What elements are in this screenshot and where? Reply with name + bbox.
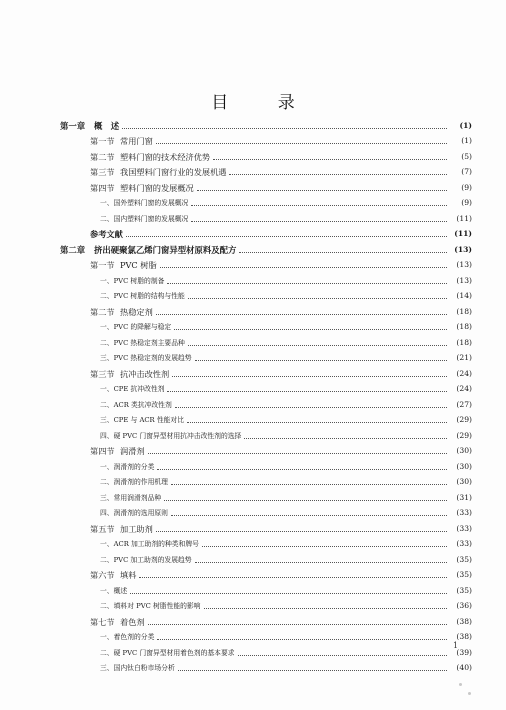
toc-entry-label [60, 337, 185, 349]
table-of-contents [60, 116, 472, 674]
toc-entry-title: 二、PVC 热稳定剂主要品种 [100, 338, 185, 347]
toc-entry-sub [60, 643, 472, 659]
dot-leader [204, 608, 447, 609]
dot-leader [156, 531, 447, 532]
page-number: 1 [453, 641, 459, 650]
toc-entry-sub [60, 504, 472, 520]
toc-entry-sub [60, 426, 472, 442]
toc-entry-label [60, 600, 201, 612]
toc-entry-page: (24) [456, 368, 472, 378]
toc-entry-title: 一、国外塑料门窗的发展概况 [100, 199, 189, 207]
toc-entry-title: 塑料门窗的技术经济优势 [120, 151, 211, 162]
dot-leader [213, 159, 447, 160]
toc-entry-sub [60, 318, 472, 334]
dot-leader [202, 546, 447, 547]
toc-entry-page: (35) [456, 570, 472, 579]
toc-entry-label [60, 352, 192, 364]
toc-entry-number: 第四节 [90, 182, 115, 193]
toc-entry-title: 一、PVC 的降解与稳定 [100, 323, 172, 331]
toc-entry-page: (18) [456, 306, 472, 316]
toc-entry-label [60, 306, 153, 318]
dot-leader [188, 345, 447, 346]
toc-entry-title: PVC 树脂 [120, 260, 157, 270]
dot-leader [156, 143, 447, 144]
toc-entry-number: 第二节 [90, 306, 115, 317]
toc-entry-title: 一、润滑剂的分类 [100, 462, 155, 471]
toc-entry-section [60, 566, 472, 582]
toc-entry-chapter [60, 116, 472, 132]
toc-entry-title: 润滑剂 [120, 446, 145, 456]
toc-entry-section [60, 519, 472, 535]
toc-entry-page: (35) [456, 585, 472, 595]
toc-entry-title: 常用门窗 [120, 136, 153, 146]
dot-leader [148, 624, 447, 625]
toc-entry-page: (9) [461, 198, 472, 207]
toc-entry-label [60, 290, 185, 302]
toc-entry-sub [60, 659, 472, 675]
dot-leader [195, 562, 447, 563]
toc-entry-section [60, 612, 472, 628]
toc-entry-page: (30) [456, 477, 472, 486]
toc-entry-page: (14) [456, 291, 472, 300]
toc-entry-label [60, 507, 168, 519]
toc-entry-title: 二、润滑剂的作用机理 [100, 478, 168, 486]
toc-entry-page: (13) [456, 260, 472, 269]
toc-entry-title: 加工助剂 [120, 523, 153, 534]
toc-entry-sub [60, 380, 472, 396]
toc-entry-ref [60, 225, 472, 241]
toc-entry-page: (18) [456, 337, 472, 347]
toc-entry-page: (13) [454, 244, 472, 254]
dot-leader [188, 298, 447, 299]
dot-leader [157, 469, 447, 470]
toc-entry-label [60, 616, 145, 628]
toc-entry-sub [60, 535, 472, 551]
toc-entry-page: (30) [456, 461, 472, 471]
toc-entry-section [60, 442, 472, 458]
toc-entry-label [60, 166, 226, 178]
dot-leader [139, 577, 447, 578]
dot-leader [175, 407, 447, 408]
page-title: 目 录 [211, 93, 317, 113]
toc-entry-section [60, 132, 472, 148]
toc-entry-label [60, 430, 241, 442]
toc-entry-sub [60, 209, 472, 225]
dot-leader [229, 174, 447, 175]
dot-leader [122, 128, 447, 129]
toc-entry-page: (11) [454, 229, 472, 238]
toc-entry-sub [60, 473, 472, 489]
toc-entry-label [60, 569, 136, 581]
toc-entry-title: 一、PVC 树脂的制备 [100, 276, 165, 285]
toc-entry-title: 二、填料对 PVC 树脂性能的影响 [100, 602, 201, 610]
toc-entry-title: 一、概述 [100, 586, 128, 595]
toc-entry-page: (35) [456, 554, 472, 564]
dot-leader [197, 190, 447, 191]
toc-entry-page: (13) [456, 275, 472, 285]
toc-entry-page: (21) [456, 353, 472, 362]
toc-entry-label [60, 662, 175, 674]
toc-entry-page: (1) [459, 120, 472, 130]
toc-entry-label [60, 259, 157, 271]
toc-entry-page: (38) [456, 632, 472, 641]
toc-entry-label [60, 523, 153, 535]
dot-leader [148, 453, 447, 454]
toc-entry-number: 第四节 [90, 446, 115, 456]
toc-entry-label [60, 135, 153, 147]
toc-entry-section [60, 147, 472, 163]
toc-entry-sub [60, 333, 472, 349]
toc-entry-sub [60, 411, 472, 427]
toc-entry-title: 填料 [120, 570, 137, 580]
toc-entry-number: 第六节 [90, 570, 115, 580]
toc-entry-sub [60, 597, 472, 613]
dot-leader [171, 515, 447, 516]
toc-entry-label [60, 228, 123, 240]
toc-entry-label [60, 461, 154, 473]
toc-entry-page: (30) [456, 446, 472, 455]
toc-entry-title: 一、ACR 加工助剂的种类和牌号 [100, 540, 199, 548]
dot-leader [244, 438, 447, 439]
dot-leader [126, 236, 447, 237]
toc-entry-label [60, 151, 210, 163]
toc-entry-section [60, 364, 472, 380]
toc-entry-page: (7) [461, 167, 472, 176]
toc-entry-page: (36) [456, 601, 472, 610]
toc-entry-title: 三、CPE 与 ACR 性能对比 [100, 416, 185, 424]
toc-entry-title: 三、PVC 热稳定剂的发展趋势 [100, 354, 192, 362]
dot-leader [239, 252, 447, 253]
toc-entry-label [60, 383, 164, 395]
toc-entry-label [60, 275, 164, 287]
toc-entry-chapter [60, 240, 472, 256]
toc-entry-page: (27) [456, 399, 472, 409]
scan-speck [468, 692, 471, 695]
toc-entry-label [60, 321, 171, 333]
toc-entry-label [60, 368, 169, 380]
toc-entry-section [60, 256, 472, 272]
toc-entry-sub [60, 488, 472, 504]
toc-entry-title: 参考文献 [90, 229, 123, 239]
toc-entry-label [60, 585, 127, 597]
toc-entry-title: 我国塑料门窗行业的发展机遇 [120, 167, 227, 177]
toc-entry-page: (39) [456, 647, 472, 657]
dot-leader [130, 593, 447, 594]
toc-entry-number: 第二节 [90, 151, 115, 162]
dot-leader [157, 639, 447, 640]
toc-entry-sub [60, 628, 472, 644]
toc-entry-label [60, 631, 154, 643]
toc-entry-label [60, 445, 145, 457]
toc-entry-label [60, 538, 199, 550]
toc-entry-title: 二、硬 PVC 门窗异型材用着色剂的基本要求 [100, 648, 235, 657]
toc-entry-page: (24) [456, 384, 472, 393]
toc-entry-title: 塑料门窗的发展概况 [120, 182, 194, 193]
toc-entry-title: 二、国内塑料门窗的发展概况 [100, 214, 189, 223]
toc-entry-label [60, 414, 184, 426]
toc-entry-page: (33) [456, 523, 472, 533]
toc-entry-number: 第一章 [60, 120, 86, 131]
toc-entry-sub [60, 550, 472, 566]
toc-entry-number: 第三节 [90, 368, 115, 379]
dot-leader [187, 422, 447, 423]
dot-leader [174, 329, 447, 330]
toc-entry-title: 四、润滑剂的选用原则 [100, 509, 168, 517]
toc-entry-sub [60, 287, 472, 303]
toc-entry-label [60, 399, 172, 411]
dot-leader [160, 267, 447, 268]
dot-leader [167, 283, 447, 284]
dot-leader [191, 221, 447, 222]
toc-entry-number: 第二章 [60, 244, 86, 255]
toc-entry-title: 三、常用润滑剂品种 [100, 493, 162, 502]
dot-leader [195, 360, 447, 361]
toc-entry-title: 挤出硬聚氯乙烯门窗异型材原料及配方 [94, 244, 237, 255]
dot-leader [164, 500, 447, 501]
toc-entry-label [60, 244, 236, 256]
toc-entry-label [60, 197, 188, 209]
toc-entry-number: 第一节 [90, 260, 115, 270]
toc-entry-title: 热稳定剂 [120, 306, 153, 317]
toc-entry-sub [60, 395, 472, 411]
toc-entry-page: (29) [456, 430, 472, 440]
toc-entry-section [60, 302, 472, 318]
toc-entry-number: 第三节 [90, 167, 115, 177]
dot-leader [178, 670, 447, 671]
toc-entry-page: (29) [456, 415, 472, 424]
toc-entry-title: 二、PVC 加工助剂的发展趋势 [100, 555, 192, 564]
toc-entry-number: 第七节 [90, 616, 115, 627]
toc-entry-section [60, 178, 472, 194]
dot-leader [156, 314, 447, 315]
toc-entry-title: 一、CPE 抗冲改性剂 [100, 385, 165, 393]
toc-entry-sub [60, 194, 472, 210]
toc-entry-label [60, 476, 168, 488]
toc-entry-sub [60, 271, 472, 287]
toc-entry-title: 一、着色剂的分类 [100, 633, 155, 641]
toc-entry-title: 三、国内钛白粉市场分析 [100, 664, 175, 672]
toc-entry-number: 第一节 [90, 136, 115, 146]
scan-speck [459, 683, 462, 686]
toc-entry-title: 二、PVC 树脂的结构与性能 [100, 292, 185, 300]
toc-entry-page: (11) [456, 213, 472, 223]
toc-entry-section [60, 163, 472, 179]
dot-leader [171, 484, 447, 485]
toc-entry-page: (18) [456, 322, 472, 331]
toc-entry-page: (9) [461, 182, 472, 192]
toc-entry-page: (5) [461, 151, 472, 161]
dot-leader [238, 655, 447, 656]
toc-entry-page: (33) [456, 539, 472, 548]
toc-entry-sub [60, 581, 472, 597]
toc-entry-title: 概 述 [94, 120, 120, 131]
toc-entry-label [60, 647, 235, 659]
dot-leader [191, 205, 447, 206]
toc-entry-sub [60, 349, 472, 365]
toc-entry-label [60, 120, 119, 132]
toc-entry-label [60, 182, 194, 194]
dot-leader [167, 391, 447, 392]
toc-entry-page: (33) [456, 508, 472, 517]
toc-entry-label [60, 492, 161, 504]
toc-entry-page: (1) [461, 136, 472, 145]
toc-entry-number: 第五节 [90, 523, 115, 534]
toc-entry-label [60, 554, 192, 566]
toc-entry-title: 抗冲击改性剂 [120, 368, 170, 379]
toc-entry-page: (38) [456, 616, 472, 626]
toc-entry-page: (40) [456, 663, 472, 672]
toc-entry-page: (31) [456, 492, 472, 502]
toc-entry-label [60, 213, 188, 225]
toc-entry-title: 着色剂 [120, 616, 145, 627]
dot-leader [172, 376, 447, 377]
toc-entry-sub [60, 457, 472, 473]
toc-entry-title: 二、ACR 类抗冲改性剂 [100, 400, 172, 409]
toc-entry-title: 四、硬 PVC 门窗异型材用抗冲击改性剂的选择 [100, 431, 242, 440]
